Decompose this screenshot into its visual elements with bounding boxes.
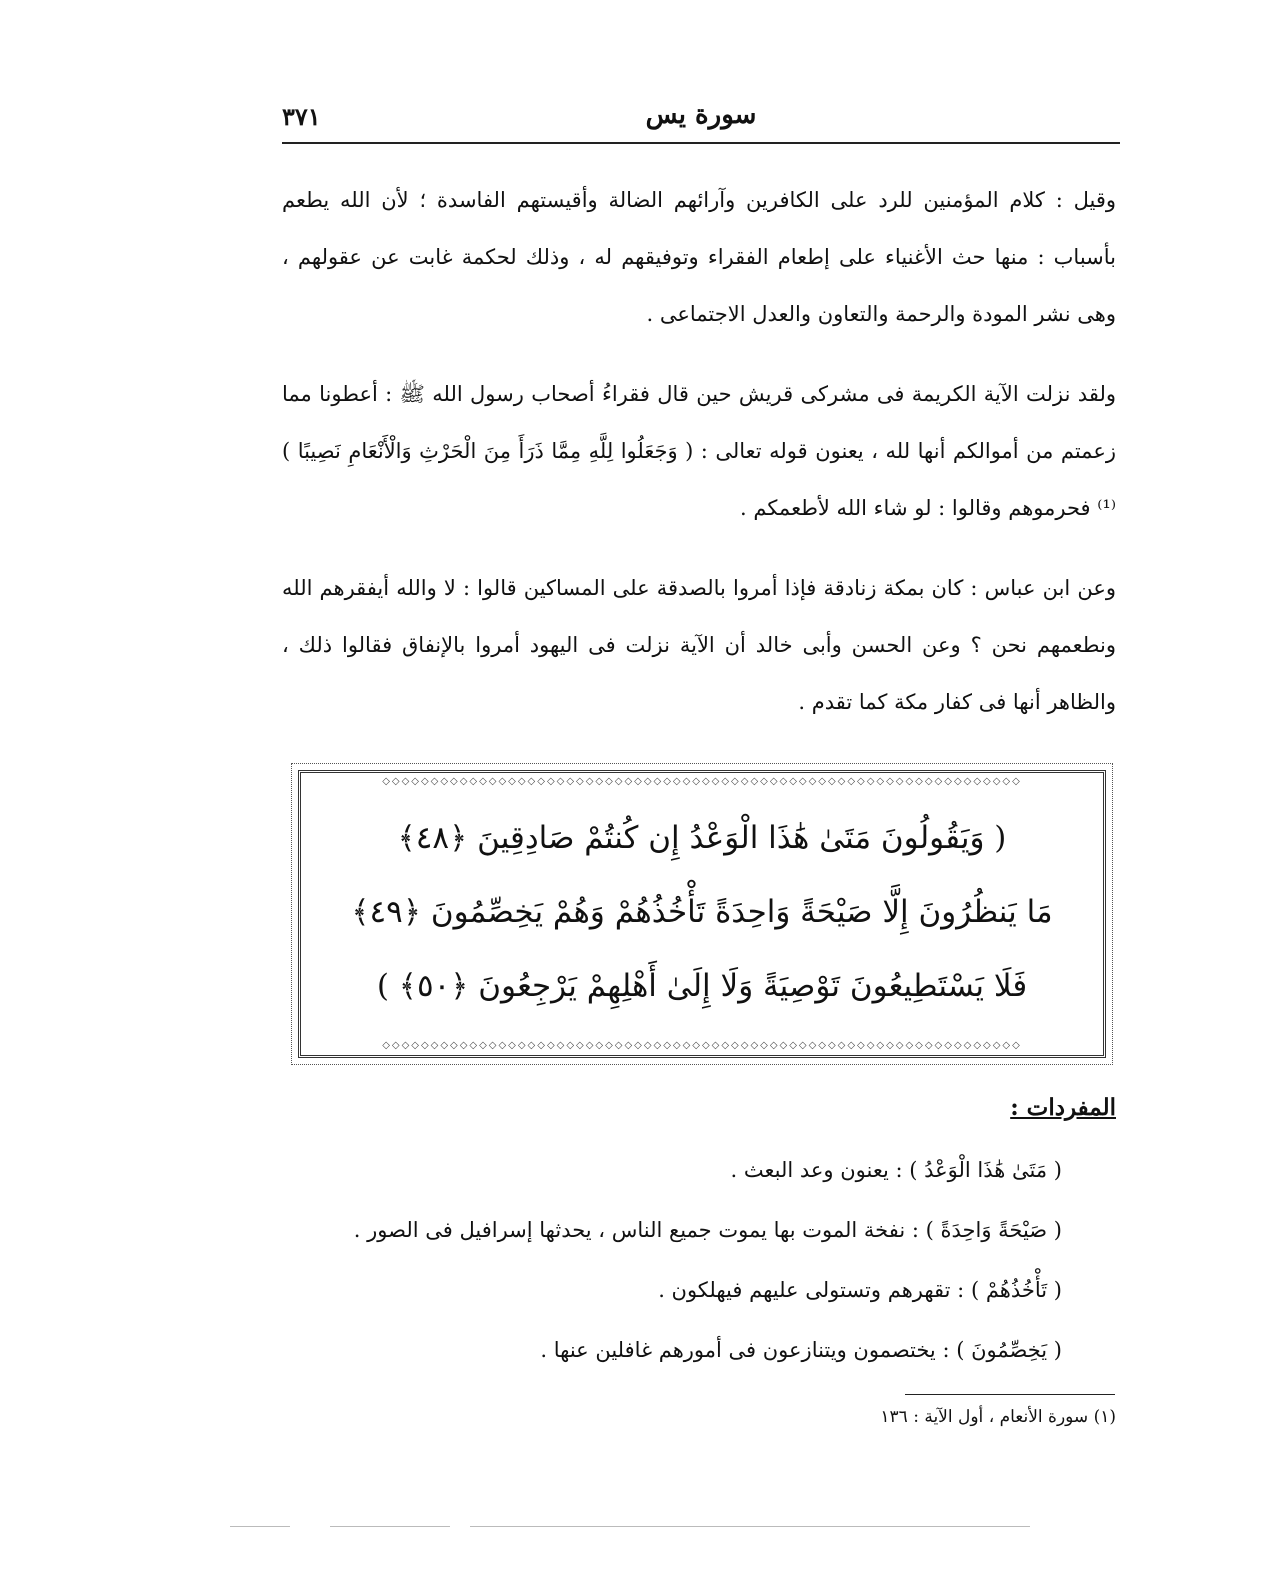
scan-artifact-line xyxy=(330,1526,450,1527)
ornamental-border-top: ◇◇◇◇◇◇◇◇◇◇◇◇◇◇◇◇◇◇◇◇◇◇◇◇◇◇◇◇◇◇◇◇◇◇◇◇◇◇◇◇◇◇◇◇◇◇◇◇◇◇◇◇◇◇◇◇◇◇◇◇◇◇◇◇◇◇ xyxy=(382,777,1022,787)
vocabulary-item xyxy=(282,1200,1062,1260)
verse-49: مَا يَنظُرُونَ إِلَّا صَيْحَةً وَاحِدَةً تَأْخُذُهُمْ وَهُمْ يَخِصِّمُونَ ﴿٤٩﴾ xyxy=(351,894,1053,930)
paragraph-3 xyxy=(282,560,1116,731)
scan-artifact-line xyxy=(470,1526,1030,1527)
vocabulary-term: ( يَخِصِّمُونَ ) xyxy=(956,1338,1062,1362)
paragraph-text: وقيل : كلام المؤمنين للرد على الكافرين وآرائهم الضالة وأقيستهم الفاسدة ؛ لأن الله يطعم بأسباب : منها حث الأغنياء على إطعام الفقراء وتوفيقهم له ، وذلك لحكمة غابت عن عقولهم ، وهى نشر المودة والرحمة والتعاون والعدل الاجتماعى . xyxy=(282,188,1116,326)
vocabulary-item xyxy=(282,1320,1062,1380)
paragraph-2 xyxy=(282,366,1116,537)
vocabulary-item xyxy=(282,1140,1062,1200)
vocabulary-term: ( مَتَىٰ هَٰذَا الْوَعْدُ ) xyxy=(909,1158,1062,1182)
header-divider xyxy=(282,142,1120,144)
footnote-divider xyxy=(905,1394,1115,1395)
vocabulary-meaning: : نفخة الموت بها يموت جميع الناس ، يحدثها إسرافيل فى الصور . xyxy=(353,1218,919,1242)
vocabulary-meaning: : يعنون وعد البعث . xyxy=(730,1158,903,1182)
surah-title: سورة يس xyxy=(645,100,757,130)
quran-verse-box xyxy=(298,770,1106,1058)
vocabulary-list xyxy=(282,1140,1062,1380)
verse-48: ( وَيَقُولُونَ مَتَىٰ هَٰذَا الْوَعْدُ إِن كُنتُمْ صَادِقِينَ ﴿٤٨﴾ xyxy=(397,820,1007,856)
page-number: ٣٧١ xyxy=(282,102,321,131)
scan-artifact-line xyxy=(230,1526,290,1527)
vocabulary-meaning: : يختصمون ويتنازعون فى أمورهم غافلين عنها . xyxy=(540,1338,950,1362)
paragraph-text: ولقد نزلت الآية الكريمة فى مشركى قريش حين قال فقراءُ أصحاب رسول الله ﷺ : أعطونا مما زعمتم من أموالكم أنها لله ، يعنون قوله تعالى : ( وَجَعَلُوا لِلَّهِ مِمَّا ذَرَأَ مِنَ الْحَرْثِ وَالْأَنْعَامِ نَصِيبًا )⁽¹⁾ فحرموهم وقالوا : لو شاء الله لأطعمكم . xyxy=(282,382,1116,520)
verse-50: فَلَا يَسْتَطِيعُونَ تَوْصِيَةً وَلَا إِلَىٰ أَهْلِهِمْ يَرْجِعُونَ ﴿٥٠﴾ ) xyxy=(376,968,1028,1004)
paragraph-1 xyxy=(282,172,1116,343)
vocabulary-meaning: : تقهرهم وتستولى عليهم فيهلكون . xyxy=(658,1278,965,1302)
vocabulary-heading: المفردات : xyxy=(1010,1094,1116,1121)
vocabulary-item xyxy=(282,1260,1062,1320)
vocabulary-term: ( صَيْحَةً وَاحِدَةً ) xyxy=(925,1218,1062,1242)
page-header xyxy=(282,96,1120,142)
ornamental-border-bottom: ◇◇◇◇◇◇◇◇◇◇◇◇◇◇◇◇◇◇◇◇◇◇◇◇◇◇◇◇◇◇◇◇◇◇◇◇◇◇◇◇◇◇◇◇◇◇◇◇◇◇◇◇◇◇◇◇◇◇◇◇◇◇◇◇◇◇ xyxy=(382,1041,1022,1051)
vocabulary-term: ( تَأْخُذُهُمْ ) xyxy=(970,1278,1062,1302)
footnote: (١) سورة الأنعام ، أول الآية : ١٣٦ xyxy=(880,1407,1116,1427)
paragraph-text: وعن ابن عباس : كان بمكة زنادقة فإذا أمروا بالصدقة على المساكين قالوا : لا والله أيفقرهم الله ونطعمهم نحن ؟ وعن الحسن وأبى خالد أن الآية نزلت فى اليهود أمروا بالإنفاق فقالوا ذلك ، والظاهر أنها فى كفار مكة كما تقدم . xyxy=(282,576,1116,714)
verse-lines xyxy=(321,801,1083,1023)
